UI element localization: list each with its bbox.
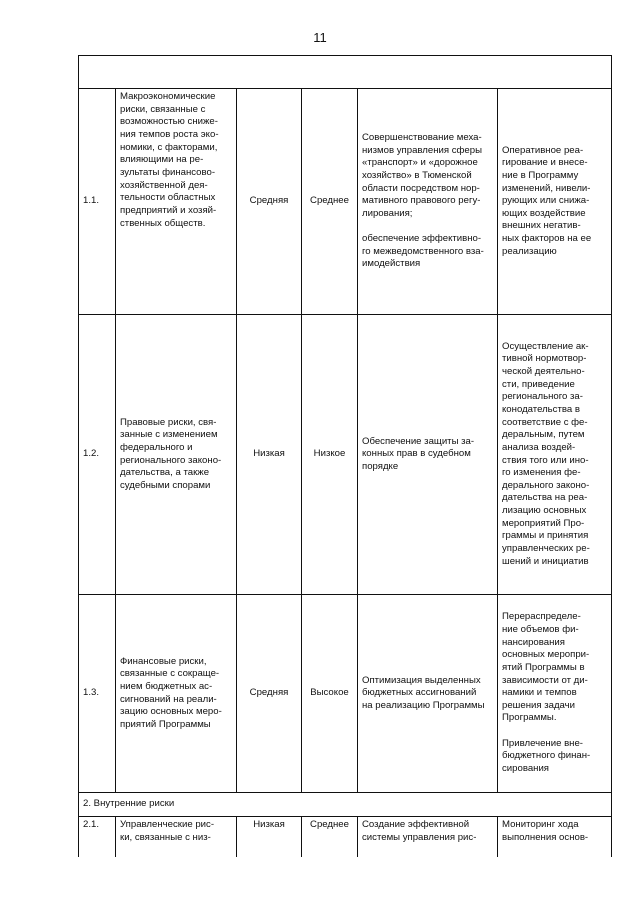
table-header-row bbox=[79, 56, 612, 89]
mitigation-measures: Оптимизация выделенных бюджетных ассигнований на реализацию Программы bbox=[358, 595, 498, 793]
table-row bbox=[79, 315, 612, 595]
response-measures: Мониторинг хода выполнения основ- bbox=[498, 817, 612, 857]
risk-description: Финансовые риски, связанные с сокраще- нием бюджетных ас- сигнований на реали- зацию основных меро- приятий Программы bbox=[116, 595, 237, 793]
response-measures: Перераспределе- ние объемов фи- нансирования основных меропри- ятий Программы в зависимости от ди- намики и темпов решения задачи Программы. Привлечение вне- бюджетного финан- сирования bbox=[498, 595, 612, 793]
row-number: 1.2. bbox=[79, 315, 116, 595]
table-row bbox=[79, 595, 612, 793]
row-number: 1.3. bbox=[79, 595, 116, 793]
probability: Низкая bbox=[237, 817, 302, 857]
table-row bbox=[79, 817, 612, 857]
probability: Средняя bbox=[237, 595, 302, 793]
risk-description: Макроэкономические риски, связанные с возможностью сниже- ния темпов роста эко- номики, с факторами, влияющими на ре- зультаты финансово- хозяйственной дея- тельности областных предприятий и хозяй- ственных обществ. bbox=[116, 89, 237, 315]
risk-description: Правовые риски, свя- занные с изменением федерального и регионального законо- дательства, а также судебными спорами bbox=[116, 315, 237, 595]
mitigation-measures: Обеспечение защиты за- конных прав в судебном порядке bbox=[358, 315, 498, 595]
section-heading: 2. Внутренние риски bbox=[79, 793, 612, 817]
row-number: 2.1. bbox=[79, 817, 116, 857]
probability: Низкая bbox=[237, 315, 302, 595]
row-number: 1.1. bbox=[79, 89, 116, 315]
table-row bbox=[79, 89, 612, 315]
mitigation-measures: Совершенствование меха- низмов управления сферы «транспорт» и «дорожное хозяйство» в Тюменской области посредством нор- мативного правового регу- лирования; обеспечение эффективно- го межведомственного вза- имодействия bbox=[358, 89, 498, 315]
probability: Средняя bbox=[237, 89, 302, 315]
response-measures: Осуществление ак- тивной нормотвор- ческой деятельно- сти, приведение регионального за- конодательства в соответствие с фе- деральным, путем анализа воздей- ствия того или ино- го изменения фе- дерального законо- дательства на реа- лизацию основных мероприятий Про- граммы и принятия управленческих ре- шений и инициатив bbox=[498, 315, 612, 595]
page-number: 11 bbox=[313, 30, 327, 45]
impact: Низкое bbox=[302, 315, 358, 595]
response-measures: Оперативное реа- гирование и внесе- ние в Программу изменений, нивели- рующих или снижа- ющих воздействие внешних негатив- ных факторов на ее реализацию bbox=[498, 89, 612, 315]
section-heading-row bbox=[79, 793, 612, 817]
mitigation-measures: Создание эффективной системы управления рис- bbox=[358, 817, 498, 857]
header-cell bbox=[79, 56, 612, 89]
risk-description: Управленческие рис- ки, связанные с низ- bbox=[116, 817, 237, 857]
impact: Высокое bbox=[302, 595, 358, 793]
impact: Среднее bbox=[302, 89, 358, 315]
risk-table bbox=[78, 55, 612, 857]
impact: Среднее bbox=[302, 817, 358, 857]
